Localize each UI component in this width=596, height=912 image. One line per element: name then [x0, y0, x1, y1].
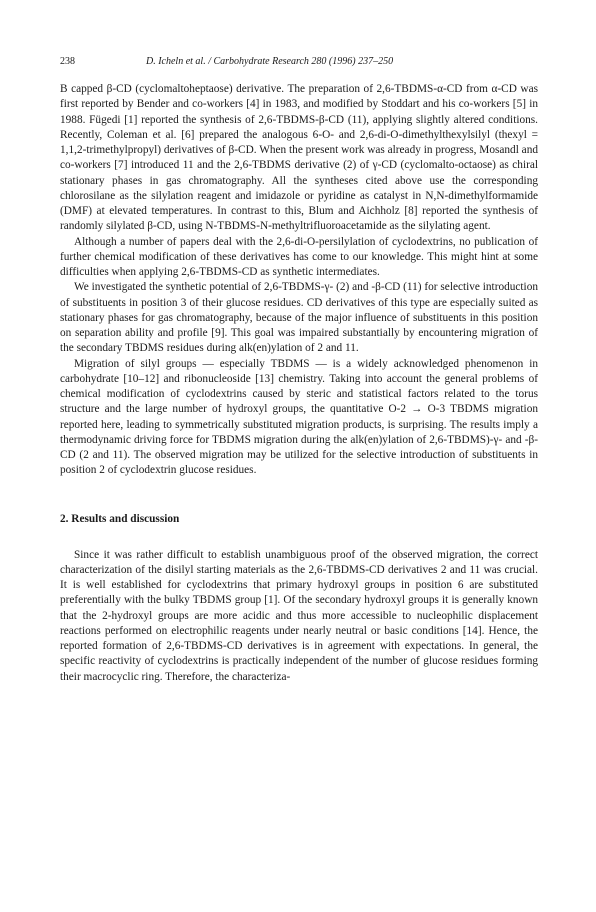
paragraph-continuation: B capped β-CD (cyclomaltoheptaose) derivative. The preparation of 2,6-TBDMS-α-CD from α-CD was first reported by Bender and co-workers [4] in 1983, and modified by Stoddart and his co-workers [5] in 1988. Fügedi [1] reported the synthesis of 2,6-TBDMS-β-CD (11), applying slightly altered conditions. Recently, Coleman et al. [6] prepared the analogous 6-O- and 2,6-di-O-dimethylthexylsilyl (thexyl = 1,1,2-trimethylpropyl) derivatives of β-CD. When the present work was already in progress, Mosandl and co-workers [7] introduced 11 and the 2,6-TBDMS derivative (2) of γ-CD (cyclomalto-octaose) as chiral stationary phases in gas chromatography. All the syntheses cited above use the corresponding chlorosilane as the silylation reagent and imidazole or pyridine as catalyst in N,N-dimethylformamide (DMF) at elevated temperatures. In contrast to this, Blum and Aichholz [8] reported the synthesis of randomly silylated β-CD, using N-TBDMS-N-methyltrifluoroacetamide as the silylating agent. — [60, 83, 538, 233]
page-number: 238 — [60, 56, 75, 67]
paragraph-investigation: We investigated the synthetic potential of 2,6-TBDMS-γ- (2) and -β-CD (11) for selective introduction of substituents in position 3 of their glucose residues. CD derivatives of this type are especially suited as stationary phases for gas chromatography, because of the major influence of substituents in this position on separation ability and profile [9]. This goal was impaired substantially by encountering migration of the secondary TBDMS residues during alk(en)ylation of 2 and 11. — [60, 281, 538, 355]
page-header — [60, 55, 540, 69]
section-heading: 2. Results and discussion — [60, 512, 180, 525]
body-text — [60, 82, 538, 685]
paragraph-results: Since it was rather difficult to establish unambiguous proof of the observed migration, the correct characterization of the disilyl starting materials as the 2,6-TBDMS-CD derivatives 2 and 11 was crucial. It is well established for cyclodextrins that primary hydroxyl groups in position 6 are substituted preferentially with the bulky TBDMS group [1]. Of the secondary hydroxyl groups it is generally known that the 2-hydroxyl groups are more acidic and thus more accessible to nucleophilic displacement reactions performed on electrophilic reagents under nearly neutral or basic conditions [14]. Hence, the reported formation of 2,6-TBDMS-CD derivatives is in agreement with expectations. In general, the specific reactivity of cyclodextrins is practically independent of the number of glucose residues forming their macrocyclic ring. Therefore, the characteriza- — [60, 548, 538, 683]
paragraph-migration: Migration of silyl groups — especially TBDMS — is a widely acknowledged phenomenon in carbohydrate [10–12] and ribonucleoside [13] chemistry. Taking into account the general problems of chemical modification of cyclodextrins caused by steric and statistical factors related to the torus structure and the large number of hydroxyl groups, the quantitative O-2 → O-3 TBDMS migration reported here, leading to symmetrically substituted migration products, is surprising. The results imply a thermodynamic driving force for TBDMS migration during the alk(en)ylation of 2,6-TBDMS)-γ- and -β-CD (2 and 11). The observed migration may be utilized for the selective introduction of substituents in position 2 of cyclodextrin glucose residues. — [60, 357, 538, 477]
running-head: D. Icheln et al. / Carbohydrate Research 280 (1996) 237–250 — [146, 56, 394, 67]
paragraph-persilylation: Although a number of papers deal with the 2,6-di-O-persilylation of cyclodextrins, no publication of further chemical modification of these derivatives has come to our knowledge. This might hint at some difficulties when applying 2,6-TBDMS-CD as synthetic intermediates. — [60, 235, 538, 278]
